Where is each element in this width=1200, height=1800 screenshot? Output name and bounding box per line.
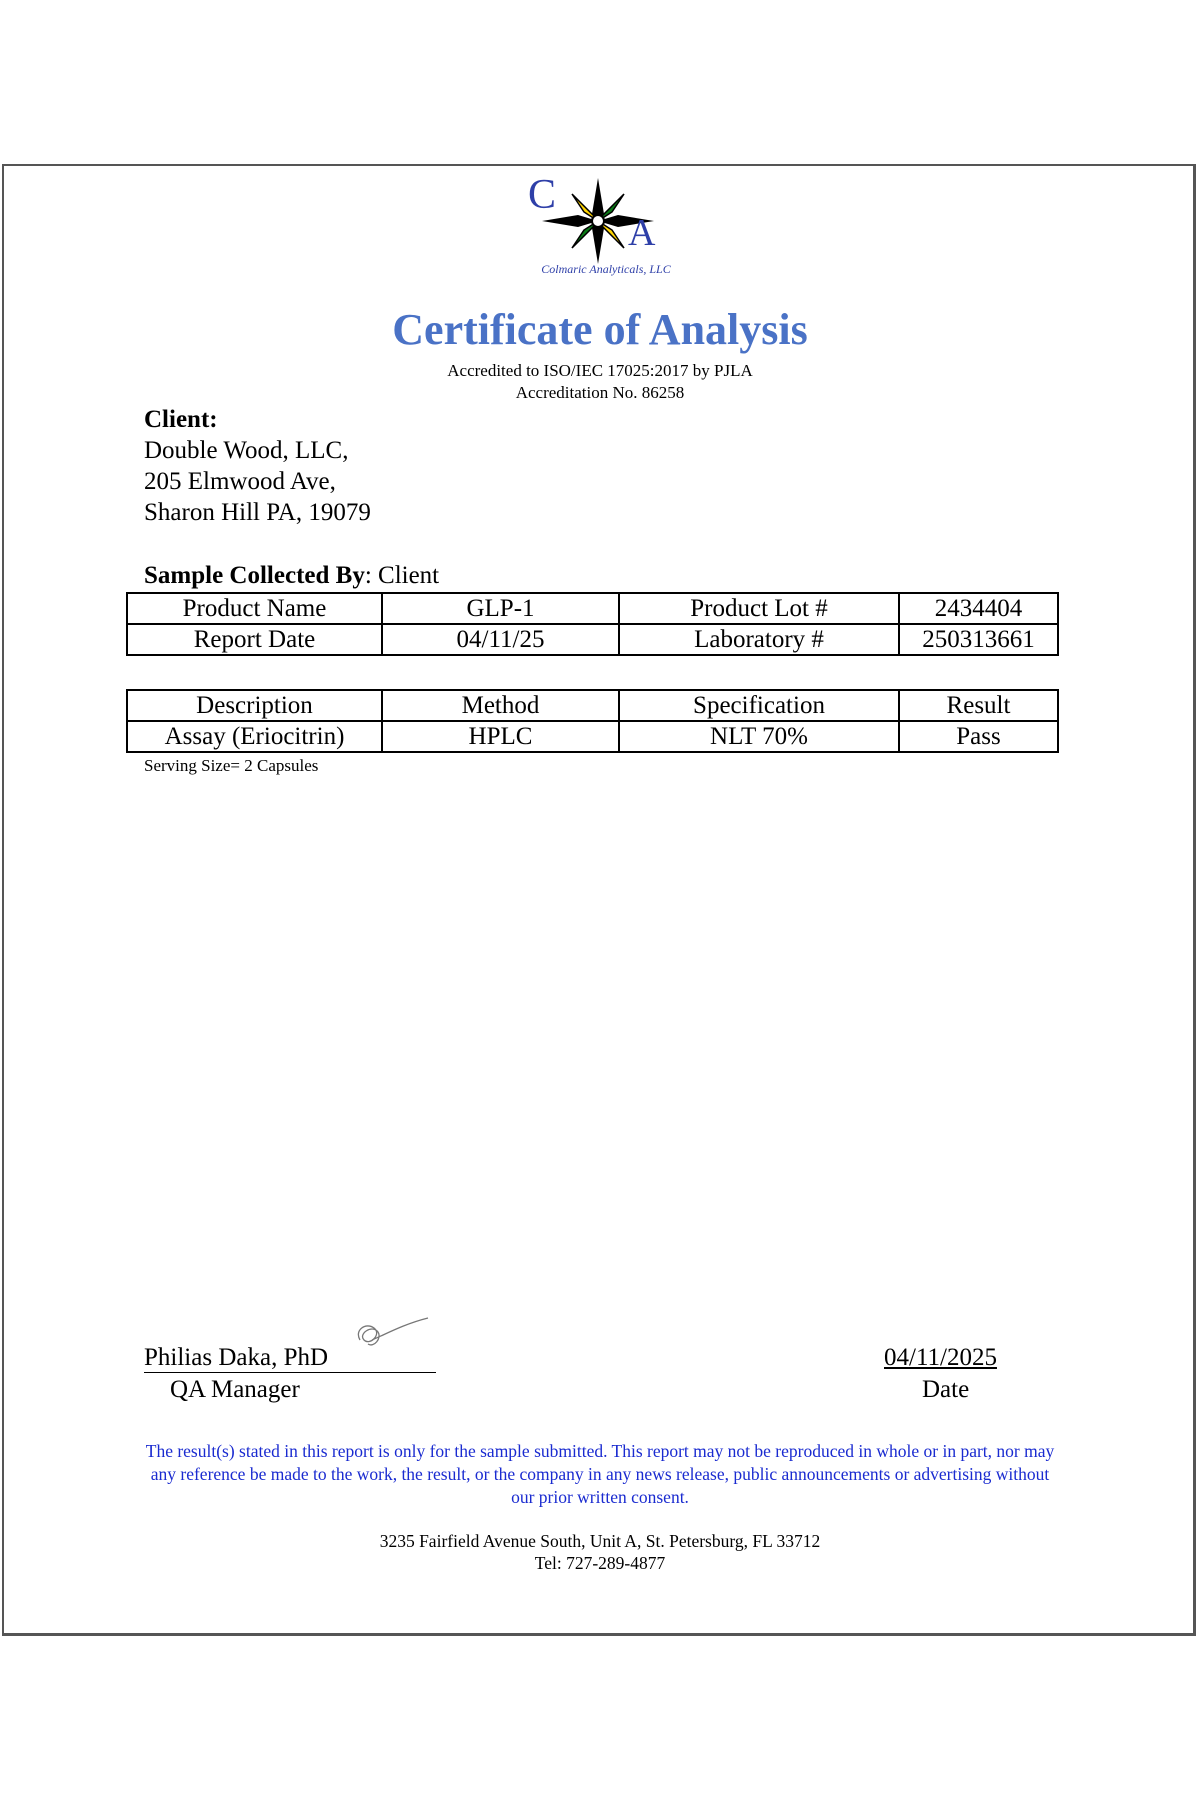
sample-collected-value: : Client: [364, 562, 440, 589]
footer-phone: Tel: 727-289-4877: [534, 1553, 666, 1573]
table-cell: Assay (Eriocitrin): [127, 721, 382, 752]
logo-letter-c: C: [528, 172, 557, 218]
column-header: Specification: [619, 690, 899, 721]
table-cell: GLP-1: [382, 593, 619, 624]
table-row: [127, 624, 1058, 655]
table-cell: 250313661: [899, 624, 1058, 655]
table-cell: Product Name: [127, 593, 382, 624]
client-name: Double Wood, LLC,: [144, 437, 349, 464]
table-cell: 2434404: [899, 593, 1058, 624]
table-cell: Product Lot #: [619, 593, 899, 624]
logo-company-name: Colmaric Analyticals, LLC: [541, 262, 671, 276]
column-header: Description: [127, 690, 382, 721]
sample-collected-line: [144, 560, 439, 591]
column-header: Result: [899, 690, 1058, 721]
signatory-role: QA Manager: [170, 1376, 300, 1403]
table-cell: Pass: [899, 721, 1058, 752]
client-label: Client:: [144, 406, 218, 433]
column-header: Method: [382, 690, 619, 721]
signature-date: 04/11/2025: [884, 1344, 997, 1371]
document-title: Certificate of Analysis: [392, 305, 808, 354]
signatory-name: Philias Daka, PhD: [144, 1344, 436, 1373]
logo-letter-a: A: [628, 212, 656, 254]
serving-size-note: Serving Size= 2 Capsules: [144, 756, 319, 775]
disclaimer-text: The result(s) stated in this report is only for the sample submitted. This report may not be reproduced in whole or in part, nor may any reference be made to the work, the result, or the company in any news release, public announcements or advertising without our prior written consent.: [145, 1441, 1055, 1507]
table-row: [127, 593, 1058, 624]
table-cell: 04/11/25: [382, 624, 619, 655]
client-street: 205 Elmwood Ave,: [144, 468, 336, 495]
accreditation-number: Accreditation No. 86258: [515, 383, 685, 402]
table-row: [127, 721, 1058, 752]
table-cell: Laboratory #: [619, 624, 899, 655]
table-cell: NLT 70%: [619, 721, 899, 752]
results-table: [126, 689, 1059, 753]
product-info-table: [126, 592, 1059, 656]
accreditation-line: Accredited to ISO/IEC 17025:2017 by PJLA: [447, 361, 753, 380]
company-logo: [506, 170, 706, 286]
signature-date-label: Date: [922, 1376, 970, 1403]
table-header-row: [127, 690, 1058, 721]
client-city: Sharon Hill PA, 19079: [144, 499, 371, 526]
footer-address: 3235 Fairfield Avenue South, Unit A, St. Petersburg, FL 33712: [379, 1531, 821, 1551]
table-cell: HPLC: [382, 721, 619, 752]
client-block: [144, 404, 371, 528]
table-cell: Report Date: [127, 624, 382, 655]
sample-collected-label: Sample Collected By: [144, 562, 365, 589]
